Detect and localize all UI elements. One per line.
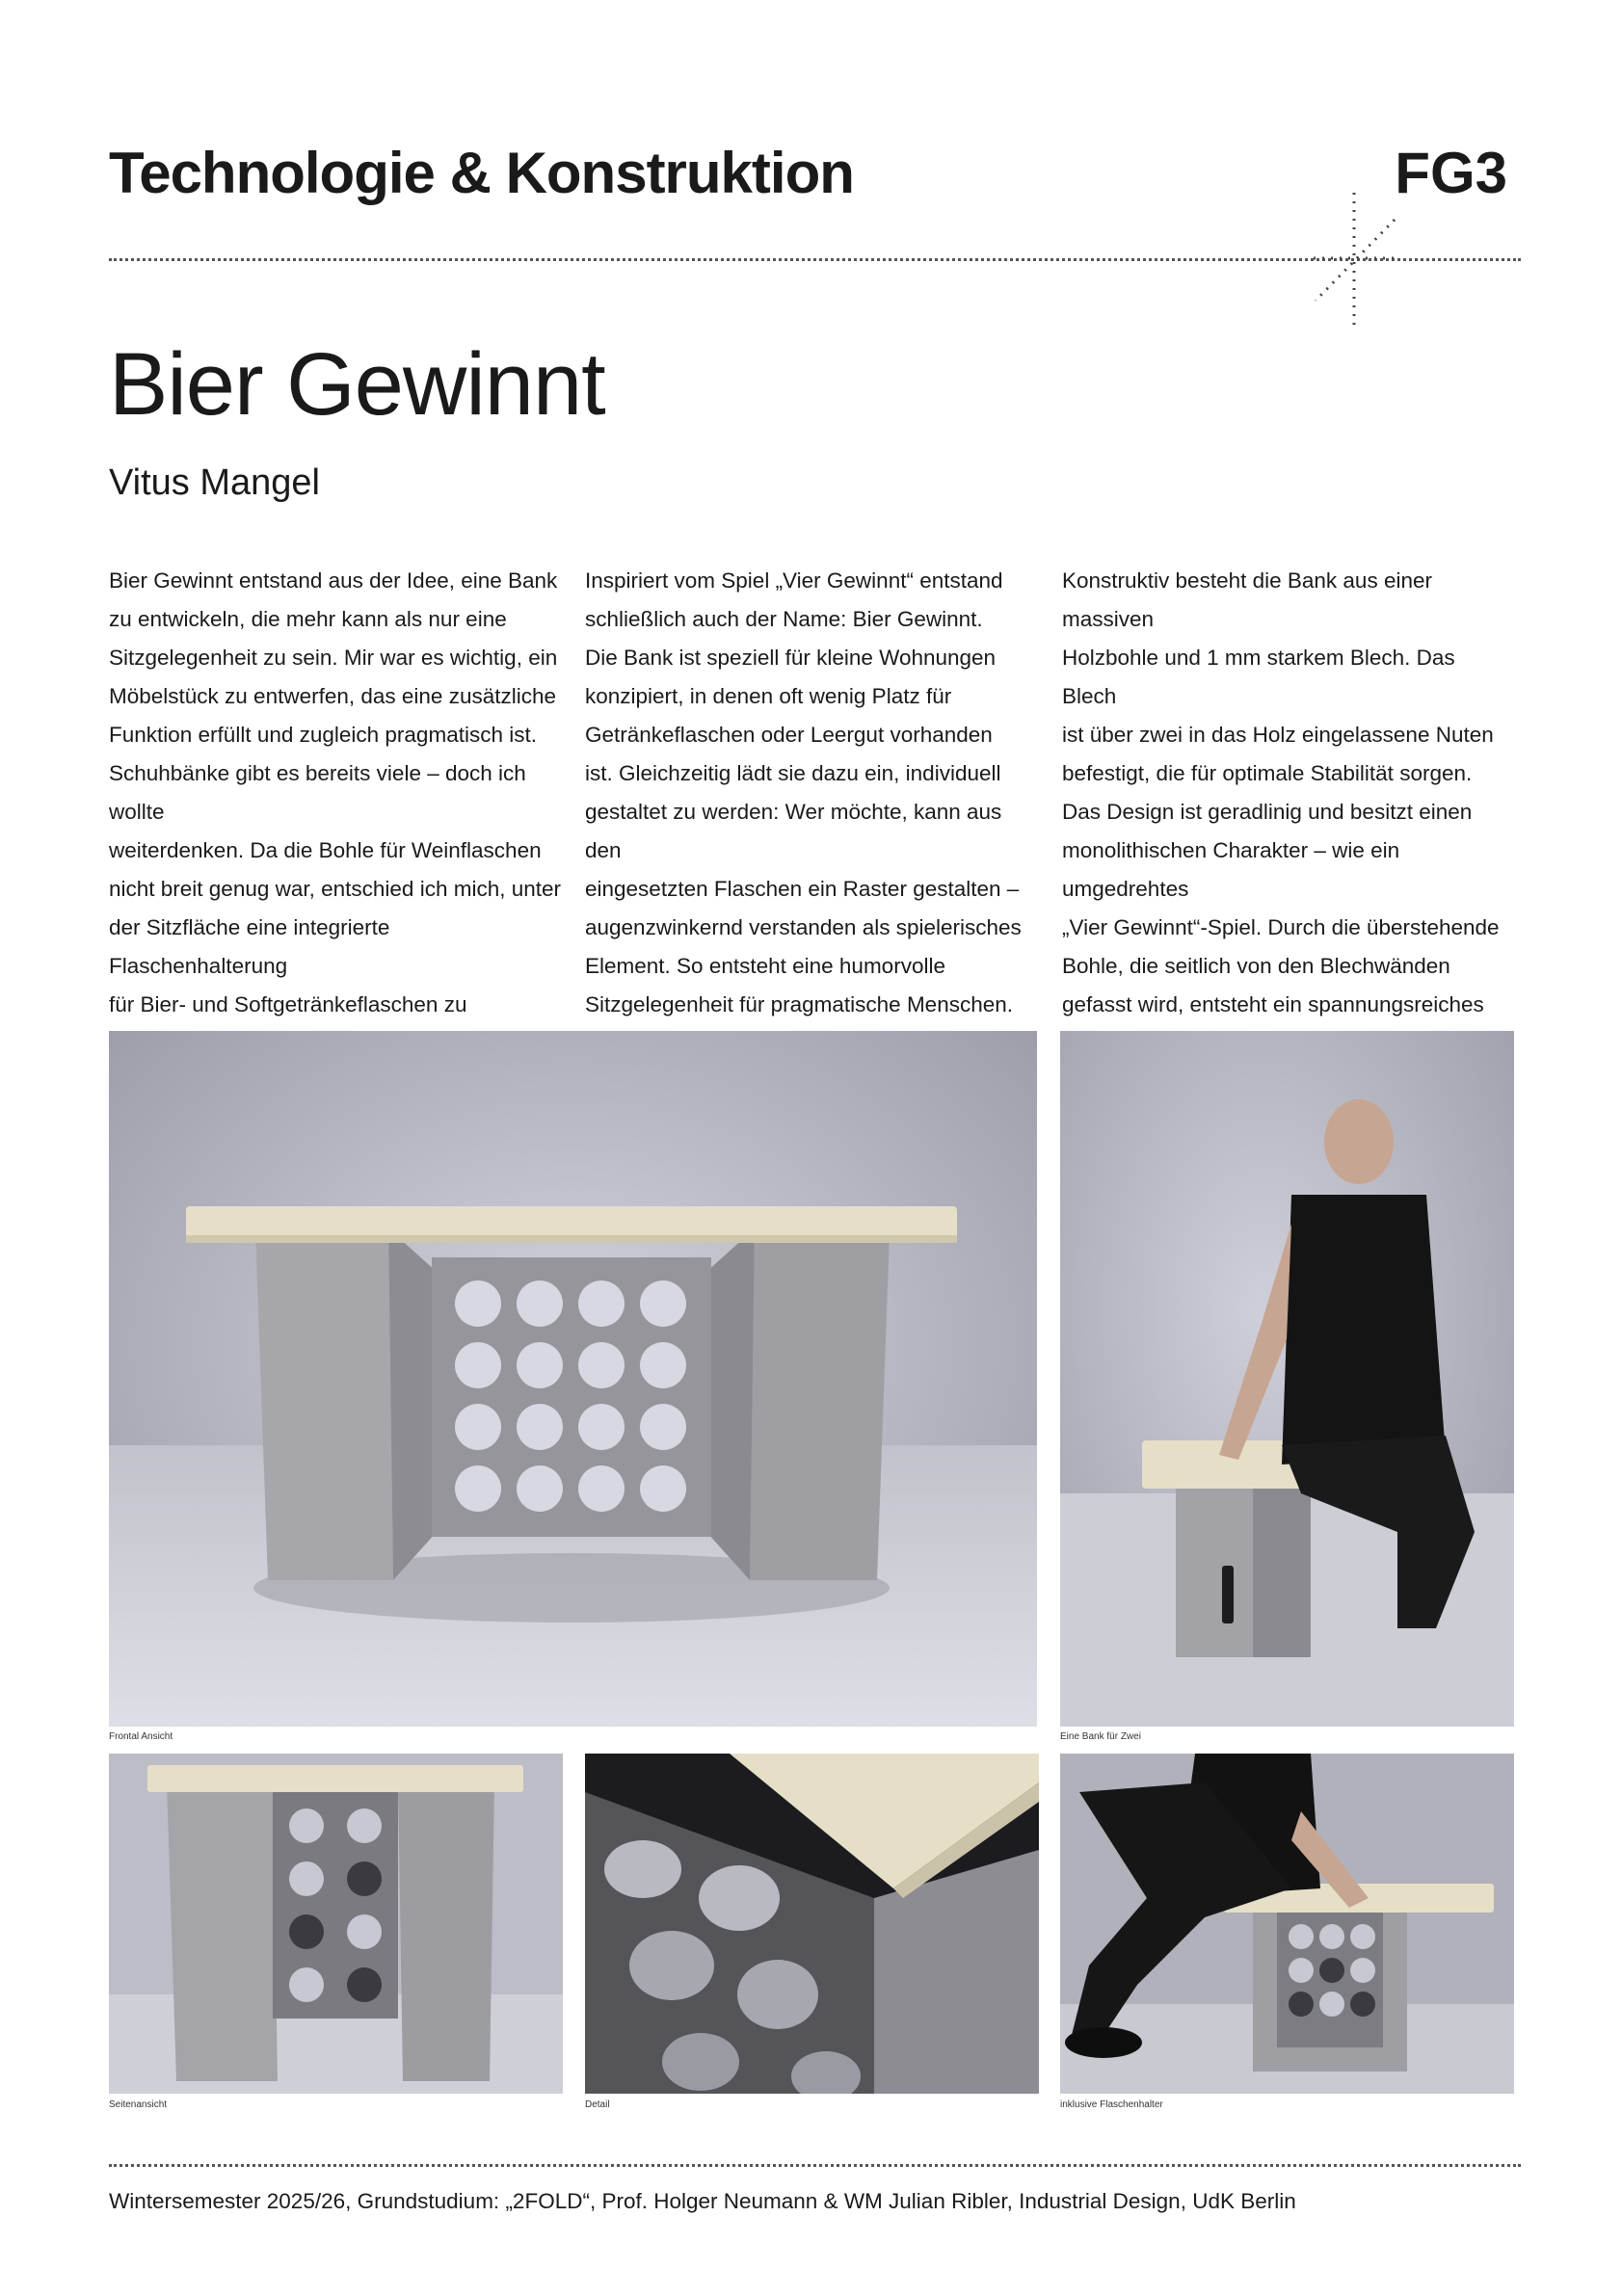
caption-bank-fuer-zwei: Eine Bank für Zwei bbox=[1060, 1731, 1141, 1742]
text-line: Holzbohle und 1 mm starkem Blech. Das Blech bbox=[1062, 646, 1455, 708]
text-line: Sitzgelegenheit zu sein. Mir war es wichtig, ein bbox=[109, 646, 558, 670]
text-column-3 bbox=[1062, 562, 1515, 1063]
text-line: ist. Gleichzeitig lädt sie dazu ein, individuell bbox=[585, 761, 1001, 785]
text-line: ist über zwei in das Holz eingelassene Nuten bbox=[1062, 723, 1494, 747]
text-line: Bohle, die seitlich von den Blechwänden bbox=[1062, 954, 1450, 978]
text-line: Möbelstück zu entwerfen, das eine zusätzliche bbox=[109, 684, 556, 708]
project-title: Bier Gewinnt bbox=[109, 335, 605, 434]
text-line: schließlich auch der Name: Bier Gewinnt. bbox=[585, 607, 983, 631]
header-title: Technologie & Konstruktion bbox=[109, 141, 854, 205]
text-line: der Sitzfläche eine integrierte Flaschenhalterung bbox=[109, 915, 390, 978]
photo-frontal bbox=[109, 1031, 1037, 1727]
photo-seitenansicht bbox=[109, 1754, 563, 2094]
text-line: Inspiriert vom Spiel „Vier Gewinnt“ entstand bbox=[585, 568, 1003, 593]
caption-flaschenhalter: inklusive Flaschenhalter bbox=[1060, 2099, 1163, 2110]
text-line: Schuhbänke gibt es bereits viele – doch ich wollte bbox=[109, 761, 526, 824]
footer-text: Wintersemester 2025/26, Grundstudium: „2FOLD“, Prof. Holger Neumann & WM Julian Ribler, Industrial Design, UdK Berlin bbox=[109, 2189, 1296, 2213]
text-line: gestaltet zu werden: Wer möchte, kann aus den bbox=[585, 800, 1002, 862]
photo-detail bbox=[585, 1754, 1039, 2094]
project-author: Vitus Mangel bbox=[109, 462, 320, 503]
text-line: augenzwinkernd verstanden als spielerisches bbox=[585, 915, 1022, 939]
text-line: Sitzgelegenheit für pragmatische Menschen. bbox=[585, 992, 1014, 1016]
footer-divider bbox=[109, 2164, 1521, 2167]
photo-bank-fuer-zwei bbox=[1060, 1031, 1514, 1727]
text-line: Bier Gewinnt entstand aus der Idee, eine Bank bbox=[109, 568, 558, 593]
text-line: nicht breit genug war, entschied ich mich, unter bbox=[109, 877, 562, 901]
caption-frontal: Frontal Ansicht bbox=[109, 1731, 173, 1742]
text-line: weiterdenken. Da die Bohle für Weinflaschen bbox=[109, 838, 542, 862]
cross-mark-icon bbox=[1306, 193, 1402, 328]
text-line: Funktion erfüllt und zugleich pragmatisch ist. bbox=[109, 723, 537, 747]
text-line: Die Bank ist speziell für kleine Wohnungen bbox=[585, 646, 997, 670]
header-code: FG3 bbox=[1395, 141, 1507, 205]
text-column-1 bbox=[109, 562, 562, 1063]
caption-detail: Detail bbox=[585, 2099, 610, 2110]
photo-flaschenhalter bbox=[1060, 1754, 1514, 2094]
text-line: „Vier Gewinnt“-Spiel. Durch die überstehende bbox=[1062, 915, 1500, 939]
text-line: zu entwickeln, die mehr kann als nur eine bbox=[109, 607, 507, 631]
text-line: Getränkeflaschen oder Leergut vorhanden bbox=[585, 723, 993, 747]
text-line: Das Design ist geradlinig und besitzt einen bbox=[1062, 800, 1473, 824]
text-line: konzipiert, in denen oft wenig Platz für bbox=[585, 684, 952, 708]
text-line: Element. So entsteht eine humorvolle bbox=[585, 954, 945, 978]
text-line: monolithischen Charakter – wie ein umgedrehtes bbox=[1062, 838, 1400, 901]
text-line: für Bier- und Softgetränkeflaschen zu bbox=[109, 992, 467, 1016]
caption-seitenansicht: Seitenansicht bbox=[109, 2099, 168, 2110]
text-column-2 bbox=[585, 562, 1038, 1024]
text-line: Konstruktiv besteht die Bank aus einer massiven bbox=[1062, 568, 1432, 631]
text-line: befestigt, die für optimale Stabilität sorgen. bbox=[1062, 761, 1473, 785]
text-line: eingesetzten Flaschen ein Raster gestalten – bbox=[585, 877, 1020, 901]
text-line: gefasst wird, entsteht ein spannungsreiches bbox=[1062, 992, 1484, 1016]
